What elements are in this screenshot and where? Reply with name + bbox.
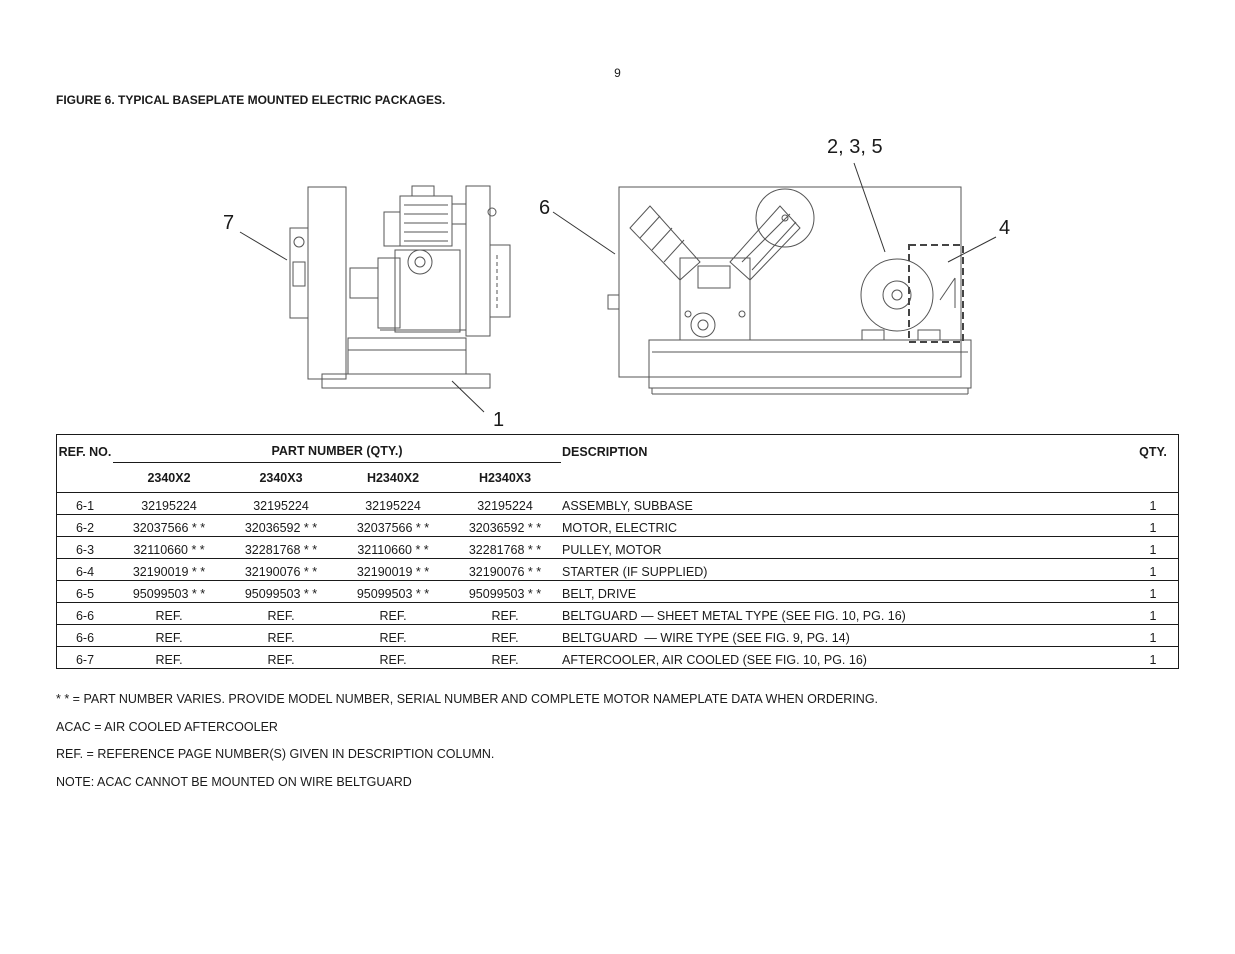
- figure-title: FIGURE 6. TYPICAL BASEPLATE MOUNTED ELECTRIC PACKAGES.: [56, 93, 446, 107]
- ref-cell: 6-2: [57, 515, 114, 537]
- description-cell: STARTER (IF SUPPLIED): [561, 559, 1128, 581]
- model-header: 2340X2: [147, 470, 191, 485]
- side-view-drawing: [290, 186, 510, 388]
- part-cell: 32190076 * *: [449, 559, 561, 581]
- callout-2-3-5: 2, 3, 5: [827, 136, 883, 158]
- front-view-drawing: [608, 187, 971, 394]
- table-row: [57, 559, 1179, 581]
- note-acac-wire-beltguard: NOTE: ACAC CANNOT BE MOUNTED ON WIRE BELTGUARD: [56, 774, 412, 789]
- ref-cell: 6-1: [57, 493, 114, 515]
- callout-leader-lines: [240, 163, 996, 412]
- part-cell: 32190076 * *: [225, 559, 337, 581]
- description-cell: MOTOR, ELECTRIC: [561, 515, 1128, 537]
- ref-no-header: REF. NO.: [58, 445, 112, 459]
- qty-cell: 1: [1128, 603, 1179, 625]
- part-cell: REF.: [449, 647, 561, 669]
- description-cell: PULLEY, MOTOR: [561, 537, 1128, 559]
- callout-6: 6: [539, 197, 551, 219]
- part-cell: REF.: [225, 647, 337, 669]
- page-number: 9: [614, 66, 621, 80]
- model-header: H2340X3: [478, 470, 532, 485]
- description-cell: BELTGUARD — WIRE TYPE (SEE FIG. 9, PG. 14): [561, 625, 1128, 647]
- part-cell: 32110660 * *: [113, 537, 225, 559]
- description-cell: AFTERCOOLER, AIR COOLED (SEE FIG. 10, PG. 16): [561, 647, 1128, 669]
- qty-header: QTY.: [1139, 445, 1167, 459]
- ref-cell: 6-5: [57, 581, 114, 603]
- part-cell: 95099503 * *: [337, 581, 449, 603]
- qty-cell: 1: [1128, 515, 1179, 537]
- description-header: DESCRIPTION: [562, 445, 648, 459]
- part-cell: REF.: [113, 625, 225, 647]
- part-number-group-header: PART NUMBER (QTY.): [113, 435, 561, 464]
- qty-cell: 1: [1128, 581, 1179, 603]
- part-cell: 32195224: [113, 493, 225, 515]
- note-ref-definition: REF. = REFERENCE PAGE NUMBER(S) GIVEN IN DESCRIPTION COLUMN.: [56, 747, 495, 762]
- part-cell: REF.: [449, 603, 561, 625]
- table-row: [57, 493, 1179, 515]
- table-row: [57, 647, 1179, 669]
- model-header: 2340X3: [259, 470, 303, 485]
- ref-cell: 6-4: [57, 559, 114, 581]
- table-row: [57, 603, 1179, 625]
- part-cell: 32195224: [225, 493, 337, 515]
- part-cell: 32037566 * *: [113, 515, 225, 537]
- part-cell: REF.: [337, 647, 449, 669]
- part-cell: 32195224: [337, 493, 449, 515]
- qty-cell: 1: [1128, 493, 1179, 515]
- qty-cell: 1: [1128, 625, 1179, 647]
- part-cell: 32110660 * *: [337, 537, 449, 559]
- note-acac-definition: ACAC = AIR COOLED AFTERCOOLER: [56, 719, 278, 734]
- ref-cell: 6-3: [57, 537, 114, 559]
- table-row: [57, 625, 1179, 647]
- description-cell: BELTGUARD — SHEET METAL TYPE (SEE FIG. 10, PG. 16): [561, 603, 1128, 625]
- part-cell: 32190019 * *: [113, 559, 225, 581]
- table-row: [57, 515, 1179, 537]
- part-cell: 32281768 * *: [225, 537, 337, 559]
- qty-cell: 1: [1128, 537, 1179, 559]
- part-cell: 32195224: [449, 493, 561, 515]
- part-cell: REF.: [225, 603, 337, 625]
- part-cell: 32036592 * *: [225, 515, 337, 537]
- ref-cell: 6-6: [57, 603, 114, 625]
- part-cell: 32037566 * *: [337, 515, 449, 537]
- model-header: H2340X2: [366, 470, 420, 485]
- part-cell: REF.: [449, 625, 561, 647]
- description-cell: BELT, DRIVE: [561, 581, 1128, 603]
- qty-cell: 1: [1128, 647, 1179, 669]
- part-cell: 32281768 * *: [449, 537, 561, 559]
- part-cell: REF.: [225, 625, 337, 647]
- part-cell: REF.: [113, 603, 225, 625]
- description-cell: ASSEMBLY, SUBBASE: [561, 493, 1128, 515]
- part-cell: 95099503 * *: [113, 581, 225, 603]
- callout-1: 1: [493, 409, 505, 431]
- part-cell: REF.: [113, 647, 225, 669]
- part-cell: 32036592 * *: [449, 515, 561, 537]
- notes-section: [56, 692, 878, 802]
- compressor-package-drawing: [180, 125, 1060, 430]
- note-part-number-varies: * * = PART NUMBER VARIES. PROVIDE MODEL NUMBER, SERIAL NUMBER AND COMPLETE MOTOR NAMEPLATE DATA WHEN ORDERING.: [56, 692, 879, 706]
- part-cell: 32190019 * *: [337, 559, 449, 581]
- part-cell: REF.: [337, 603, 449, 625]
- callout-4: 4: [999, 217, 1011, 239]
- part-cell: 95099503 * *: [449, 581, 561, 603]
- ref-cell: 6-6: [57, 625, 114, 647]
- parts-table: [56, 434, 1179, 669]
- qty-cell: 1: [1128, 559, 1179, 581]
- table-row: [57, 537, 1179, 559]
- part-cell: REF.: [337, 625, 449, 647]
- callout-7: 7: [223, 212, 235, 234]
- ref-cell: 6-7: [57, 647, 114, 669]
- table-row: [57, 581, 1179, 603]
- part-cell: 95099503 * *: [225, 581, 337, 603]
